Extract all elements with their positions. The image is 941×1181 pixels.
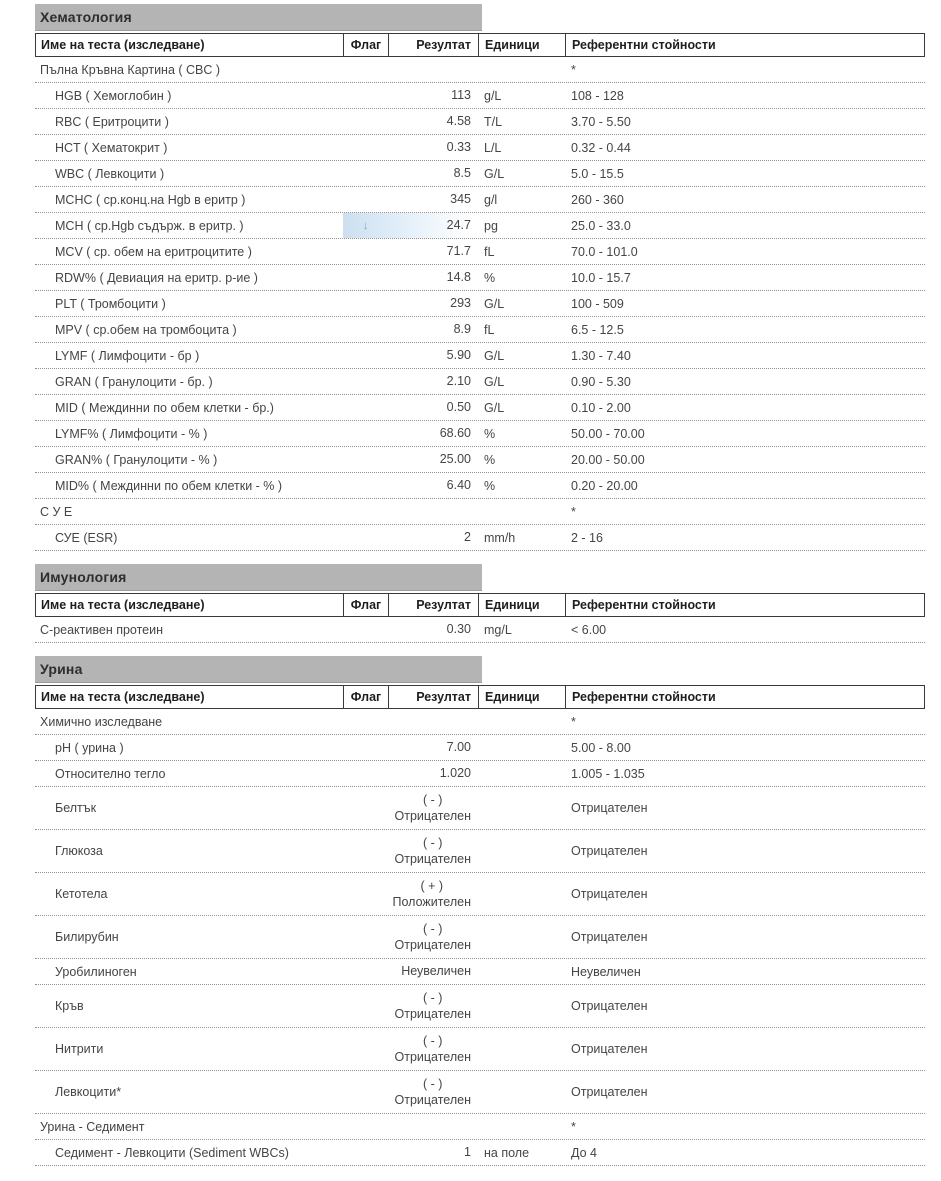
table-row	[35, 916, 925, 959]
units-cell	[478, 499, 565, 524]
header-units: Единици	[479, 594, 566, 616]
result-line-1: 1.020	[439, 766, 471, 781]
result-cell	[388, 617, 478, 642]
units-cell	[478, 761, 565, 786]
table-row	[35, 161, 925, 187]
lab-section	[35, 4, 925, 551]
result-line-1: 2.10	[446, 374, 471, 389]
flag-cell	[343, 187, 388, 212]
reference-cell: 50.00 - 70.00	[571, 426, 645, 441]
result-value	[395, 792, 472, 825]
reference-cell: 5.0 - 15.5	[571, 166, 624, 181]
result-cell	[388, 161, 478, 186]
table-row	[35, 57, 925, 83]
units-cell	[478, 1028, 565, 1070]
units-cell	[478, 1114, 565, 1139]
reference-cell: 0.10 - 2.00	[571, 400, 631, 415]
table-row	[35, 187, 925, 213]
reference-cell: *	[571, 62, 576, 77]
result-value	[454, 321, 471, 337]
result-cell	[388, 473, 478, 498]
result-line-1: ( - )	[423, 921, 443, 936]
header-test-name: Име на теста (изследване)	[36, 686, 344, 708]
flag-cell	[343, 1114, 388, 1139]
result-line-1: ( - )	[423, 792, 443, 807]
result-value	[447, 347, 471, 363]
flag-cell	[343, 617, 388, 642]
reference-cell: 20.00 - 50.00	[571, 452, 645, 467]
result-line-1: 0.33	[446, 140, 471, 155]
test-name: WBC ( Левкоцити )	[55, 166, 165, 181]
header-flag: Флаг	[344, 594, 389, 616]
result-line-1: 2	[464, 530, 471, 545]
header-result: Резултат	[389, 594, 479, 616]
reference-cell: 0.20 - 20.00	[571, 478, 638, 493]
test-name: Левкоцити*	[55, 1085, 122, 1099]
test-name: Относително тегло	[55, 766, 166, 781]
table-row	[35, 1071, 925, 1114]
result-line-1: ( + )	[420, 878, 444, 893]
test-name: Билирубин	[55, 930, 119, 944]
test-name: LYMF ( Лимфоцити - бр )	[55, 348, 200, 363]
test-name: MCV ( ср. обем на еритроцитите )	[55, 244, 252, 259]
test-name: MCH ( ср.Hgb съдърж. в еритр. )	[55, 218, 244, 233]
reference-cell: 100 - 509	[571, 296, 624, 311]
result-cell	[388, 1028, 478, 1070]
result-line-2: Отрицателен	[394, 852, 471, 866]
result-line-1: 113	[451, 88, 471, 103]
result-line-1: Неувеличен	[401, 964, 471, 979]
result-cell	[388, 187, 478, 212]
units-cell	[478, 787, 565, 829]
test-name: LYMF% ( Лимфоцити - % )	[55, 426, 208, 441]
table-row	[35, 735, 925, 761]
test-name: RBC ( Еритроцити )	[55, 114, 169, 129]
result-line-2: Отрицателен	[394, 1007, 471, 1021]
flag-cell	[343, 761, 388, 786]
units-cell	[478, 985, 565, 1027]
units-cell: G/L	[484, 374, 505, 389]
result-cell	[388, 985, 478, 1027]
result-cell	[388, 239, 478, 264]
reference-cell: До 4	[571, 1145, 597, 1160]
result-value	[447, 373, 471, 389]
flag-cell	[343, 213, 388, 238]
units-cell: T/L	[484, 114, 503, 129]
table-header-row	[35, 685, 925, 709]
result-line-1: 4.58	[446, 114, 471, 129]
header-reference: Референтни стойности	[572, 690, 716, 704]
table-row	[35, 1114, 925, 1140]
reference-cell: 3.70 - 5.50	[571, 114, 631, 129]
result-cell	[388, 873, 478, 915]
reference-cell: 6.5 - 12.5	[571, 322, 624, 337]
flag-cell	[343, 343, 388, 368]
result-value	[450, 191, 471, 207]
units-cell	[478, 709, 565, 734]
result-value	[440, 425, 471, 441]
units-cell: pg	[484, 218, 498, 233]
table-row	[35, 1140, 925, 1166]
result-cell	[388, 525, 478, 550]
flag-cell	[343, 239, 388, 264]
reference-cell: 1.005 - 1.035	[571, 766, 645, 781]
result-value	[454, 165, 471, 181]
result-value	[447, 269, 471, 285]
table-body	[35, 57, 925, 551]
test-name: GRAN% ( Гранулоцити - % )	[55, 452, 218, 467]
test-name: Глюкоза	[55, 844, 103, 858]
table-row	[35, 265, 925, 291]
reference-cell: 70.0 - 101.0	[571, 244, 638, 259]
units-cell: G/L	[484, 296, 505, 311]
result-line-1: 5.90	[446, 348, 471, 363]
result-line-1: 8.5	[453, 166, 471, 181]
flag-cell	[343, 735, 388, 760]
header-units: Единици	[479, 34, 566, 56]
result-line-1: 0.50	[446, 400, 471, 415]
table-row	[35, 787, 925, 830]
units-cell	[478, 916, 565, 958]
result-value	[395, 1076, 472, 1109]
units-cell	[478, 873, 565, 915]
result-cell	[388, 57, 478, 82]
flag-cell	[343, 525, 388, 550]
section-title-bar	[35, 564, 482, 591]
section-title: Урина	[40, 661, 83, 677]
reference-cell: Отрицателен	[571, 801, 648, 815]
table-row	[35, 959, 925, 985]
units-cell: g/l	[484, 192, 498, 207]
table-row	[35, 709, 925, 735]
header-units: Единици	[479, 686, 566, 708]
result-line-1: ( - )	[423, 1076, 443, 1091]
units-cell	[478, 959, 565, 984]
test-name: С-реактивен протеин	[40, 622, 164, 637]
result-line-1: 68.60	[439, 426, 471, 441]
table-row	[35, 499, 925, 525]
flag-cell	[343, 395, 388, 420]
table-row	[35, 1028, 925, 1071]
result-cell	[388, 959, 478, 984]
flag-cell	[343, 916, 388, 958]
flag-cell	[343, 83, 388, 108]
result-line-1: 24.7	[446, 218, 471, 233]
reference-cell: Отрицателен	[571, 1042, 648, 1056]
flag-cell	[343, 959, 388, 984]
table-body	[35, 617, 925, 643]
units-cell	[478, 57, 565, 82]
table-row	[35, 525, 925, 551]
header-flag: Флаг	[344, 686, 389, 708]
flag-cell	[343, 830, 388, 872]
table-row	[35, 109, 925, 135]
table-body	[35, 709, 925, 1166]
result-value	[464, 1144, 471, 1160]
lab-results-report	[35, 4, 925, 1166]
result-value	[447, 139, 471, 155]
flag-cell	[343, 985, 388, 1027]
test-name: HCT ( Хематокрит )	[55, 140, 168, 155]
reference-cell: Отрицателен	[571, 930, 648, 944]
flag-cell	[343, 369, 388, 394]
units-cell: L/L	[484, 140, 502, 155]
result-line-2: Отрицателен	[394, 809, 471, 823]
result-value	[464, 529, 471, 545]
result-cell	[388, 1114, 478, 1139]
result-value	[440, 451, 471, 467]
result-line-1: ( - )	[423, 990, 443, 1005]
section-title: Имунология	[40, 569, 127, 585]
units-cell: mg/L	[484, 622, 512, 637]
flag-cell	[343, 709, 388, 734]
test-name: Нитрити	[55, 1042, 104, 1056]
test-name: С У Е	[40, 504, 73, 519]
result-line-1: 1	[464, 1145, 471, 1160]
result-line-1: 0.30	[446, 622, 471, 637]
test-name: MCHC ( ср.конц.на Hgb в еритр )	[55, 192, 246, 207]
result-cell	[388, 395, 478, 420]
reference-cell: *	[571, 504, 576, 519]
header-flag: Флаг	[344, 34, 389, 56]
test-name: Урина - Седимент	[40, 1119, 145, 1134]
result-value	[395, 921, 472, 954]
reference-cell: < 6.00	[571, 622, 607, 637]
table-row	[35, 343, 925, 369]
result-cell	[388, 499, 478, 524]
result-line-1: 293	[450, 296, 471, 311]
header-result: Резултат	[389, 686, 479, 708]
units-cell: %	[484, 426, 496, 441]
table-row	[35, 421, 925, 447]
reference-cell: Отрицателен	[571, 887, 648, 901]
section-title-bar	[35, 4, 482, 31]
header-reference: Референтни стойности	[572, 38, 716, 52]
section-title-bar	[35, 656, 482, 683]
flag-cell	[343, 1140, 388, 1165]
result-cell	[388, 916, 478, 958]
table-row	[35, 369, 925, 395]
section-title: Хематология	[40, 9, 132, 25]
reference-cell: 10.0 - 15.7	[571, 270, 631, 285]
table-header-row	[35, 33, 925, 57]
flag-cell	[343, 447, 388, 472]
result-value	[451, 87, 471, 103]
result-line-1: 6.40	[446, 478, 471, 493]
result-value	[440, 765, 471, 781]
reference-cell: *	[571, 1119, 576, 1134]
reference-cell: Отрицателен	[571, 999, 648, 1013]
result-cell	[388, 447, 478, 472]
result-line-2: Отрицателен	[394, 938, 471, 952]
units-cell: %	[484, 452, 496, 467]
result-line-2: Отрицателен	[394, 1093, 471, 1107]
flag-cell	[343, 317, 388, 342]
result-cell	[388, 761, 478, 786]
flag-cell	[343, 787, 388, 829]
test-name: Седимент - Левкоцити (Sediment WBCs)	[55, 1145, 289, 1160]
flag-cell	[343, 109, 388, 134]
result-value	[395, 990, 472, 1023]
header-test-name: Име на теста (изследване)	[36, 594, 344, 616]
units-cell	[478, 830, 565, 872]
result-cell	[388, 709, 478, 734]
units-cell: G/L	[484, 166, 505, 181]
units-cell: fL	[484, 244, 495, 259]
header-result: Резултат	[389, 34, 479, 56]
result-cell	[388, 135, 478, 160]
reference-cell: 0.90 - 5.30	[571, 374, 631, 389]
units-cell: fL	[484, 322, 495, 337]
flag-cell	[343, 473, 388, 498]
test-name: HGB ( Хемоглобин )	[55, 88, 172, 103]
table-row	[35, 317, 925, 343]
result-value	[447, 217, 471, 233]
test-name: MPV ( ср.обем на тромбоцита )	[55, 322, 237, 337]
table-row	[35, 291, 925, 317]
result-cell	[388, 317, 478, 342]
table-row	[35, 873, 925, 916]
result-value	[392, 878, 471, 911]
reference-cell: 1.30 - 7.40	[571, 348, 631, 363]
flag-cell	[343, 265, 388, 290]
test-name: Уробилиноген	[55, 964, 137, 979]
result-value	[447, 621, 471, 637]
table-row	[35, 761, 925, 787]
result-cell	[388, 291, 478, 316]
result-line-1: ( - )	[423, 1033, 443, 1048]
result-line-1: 71.7	[446, 244, 471, 259]
result-cell	[388, 830, 478, 872]
reference-cell: 0.32 - 0.44	[571, 140, 631, 155]
result-line-2: Отрицателен	[394, 1050, 471, 1064]
test-name: Белтък	[55, 801, 97, 815]
result-cell	[388, 735, 478, 760]
result-value	[450, 295, 471, 311]
result-value	[447, 113, 471, 129]
units-cell: g/L	[484, 88, 502, 103]
table-row	[35, 447, 925, 473]
result-line-1: 7.00	[446, 740, 471, 755]
result-cell	[388, 83, 478, 108]
test-name: MID% ( Междинни по обем клетки - % )	[55, 478, 283, 493]
reference-cell: 260 - 360	[571, 192, 624, 207]
units-cell: %	[484, 478, 496, 493]
test-name: СУЕ (ESR)	[55, 530, 118, 545]
result-value	[447, 399, 471, 415]
result-line-1: 25.00	[439, 452, 471, 467]
table-row	[35, 213, 925, 239]
units-cell: %	[484, 270, 496, 285]
reference-cell: Отрицателен	[571, 844, 648, 858]
table-row	[35, 395, 925, 421]
result-cell	[388, 213, 478, 238]
result-cell	[388, 109, 478, 134]
units-cell: mm/h	[484, 530, 516, 545]
table-row	[35, 239, 925, 265]
reference-cell: *	[571, 714, 576, 729]
table-row	[35, 135, 925, 161]
test-name: MID ( Междинни по обем клетки - бр.)	[55, 400, 274, 415]
test-name: Пълна Кръвна Картина ( CBC )	[40, 62, 221, 77]
reference-cell: Неувеличен	[571, 964, 641, 979]
test-name: Кетотела	[55, 887, 108, 901]
lab-section	[35, 656, 925, 1166]
result-cell	[388, 343, 478, 368]
result-line-1: 345	[450, 192, 471, 207]
test-name: Химично изследване	[40, 714, 163, 729]
flag-down-arrow-icon: ↓	[362, 219, 369, 232]
test-name: RDW% ( Девиация на еритр. р-ие )	[55, 270, 258, 285]
result-cell	[388, 1140, 478, 1165]
reference-cell: 5.00 - 8.00	[571, 740, 631, 755]
flag-cell	[343, 135, 388, 160]
result-cell	[388, 265, 478, 290]
header-reference: Референтни стойности	[572, 598, 716, 612]
flag-cell	[343, 161, 388, 186]
test-name: PLT ( Тромбоцити )	[55, 296, 166, 311]
test-name: pH ( урина )	[55, 740, 124, 755]
reference-cell: Отрицателен	[571, 1085, 648, 1099]
result-cell	[388, 1071, 478, 1113]
units-cell: G/L	[484, 400, 505, 415]
units-cell	[478, 735, 565, 760]
test-name: GRAN ( Гранулоцити - бр. )	[55, 374, 213, 389]
flag-cell	[343, 421, 388, 446]
result-cell	[388, 787, 478, 829]
test-name: Кръв	[55, 999, 84, 1013]
flag-cell	[343, 57, 388, 82]
units-cell: G/L	[484, 348, 505, 363]
flag-cell	[343, 291, 388, 316]
result-line-1: 14.8	[446, 270, 471, 285]
flag-cell	[343, 1071, 388, 1113]
reference-cell: 25.0 - 33.0	[571, 218, 631, 233]
table-row	[35, 830, 925, 873]
result-value	[447, 477, 471, 493]
flag-cell	[343, 499, 388, 524]
result-value	[395, 1033, 472, 1066]
result-line-2: Положителен	[392, 895, 471, 909]
table-header-row	[35, 593, 925, 617]
result-value	[401, 963, 471, 979]
table-row	[35, 473, 925, 499]
lab-section	[35, 564, 925, 643]
table-row	[35, 83, 925, 109]
flag-cell	[343, 1028, 388, 1070]
result-value	[447, 243, 471, 259]
result-value	[447, 739, 471, 755]
table-row	[35, 985, 925, 1028]
result-line-1: ( - )	[423, 835, 443, 850]
flag-cell	[343, 873, 388, 915]
units-cell: на поле	[484, 1145, 530, 1160]
reference-cell: 2 - 16	[571, 530, 603, 545]
reference-cell: 108 - 128	[571, 88, 624, 103]
result-line-1: 8.9	[453, 322, 471, 337]
result-cell	[388, 421, 478, 446]
table-row	[35, 617, 925, 643]
units-cell	[478, 1071, 565, 1113]
result-cell	[388, 369, 478, 394]
result-value	[395, 835, 472, 868]
header-test-name: Име на теста (изследване)	[36, 34, 344, 56]
